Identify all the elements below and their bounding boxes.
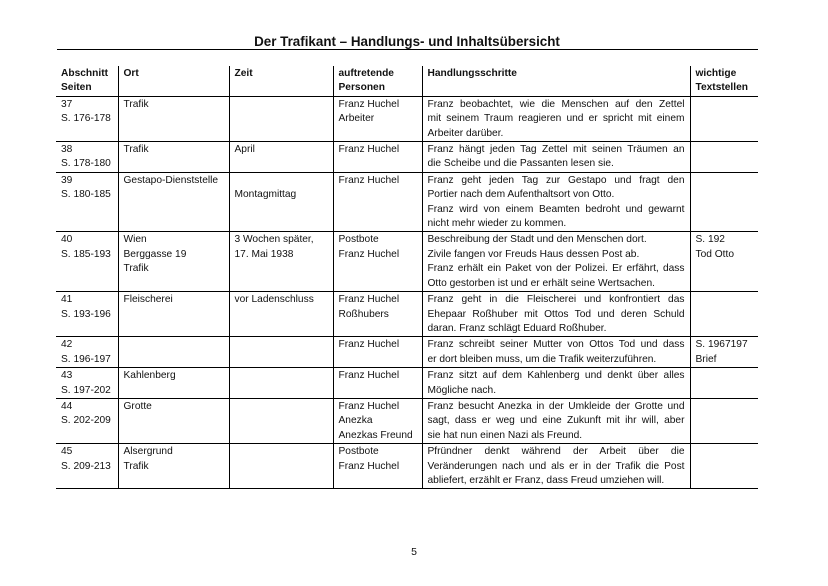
- zeit-cell: [229, 398, 333, 443]
- cell-line: Franz Huchel: [338, 144, 400, 156]
- zeit-cell: [229, 368, 333, 399]
- personen-cell: [333, 444, 422, 489]
- table-row: [56, 292, 758, 337]
- cell-line: sagt, dass er weg und eine Zukunft mit ihr will, aber: [427, 415, 685, 427]
- cell-line: S. 196-197: [61, 353, 111, 365]
- header-line: Textstellen: [695, 82, 748, 94]
- cell-line: S. 193-196: [61, 308, 111, 320]
- cell-line: 45: [61, 446, 73, 458]
- handlung-cell: [422, 444, 690, 489]
- cell-line: Fleischerei: [123, 294, 173, 306]
- handlung-cell: [422, 96, 690, 141]
- cell-line: Franz Huchel: [338, 174, 400, 186]
- cell-line: Franz sitzt auf dem Kahlenberg und denkt über alles: [427, 370, 685, 382]
- header-row: [56, 66, 758, 96]
- table-row: [56, 142, 758, 173]
- personen-cell: [333, 172, 422, 232]
- cell-line: S. 209-213: [61, 460, 111, 472]
- table-row: [56, 368, 758, 399]
- abschnitt-cell: [56, 368, 118, 399]
- table-row: [56, 398, 758, 443]
- cell-line: Postbote: [338, 446, 379, 458]
- personen-cell: [333, 398, 422, 443]
- document-title: Der Trafikant – Handlungs- und Inhaltsübersicht: [254, 34, 560, 49]
- cell-line: Kahlenberg: [123, 370, 176, 382]
- cell-line: Anezka: [338, 415, 373, 427]
- cell-line: 17. Mai 1938: [234, 248, 294, 260]
- zeit-cell: [229, 142, 333, 173]
- cell-line: Postbote: [338, 234, 379, 246]
- textstellen-cell: [690, 444, 758, 489]
- ort-cell: [118, 292, 229, 337]
- cell-line: April: [234, 144, 255, 156]
- textstellen-cell: [690, 337, 758, 368]
- cell-line: Mögliche nach.: [427, 384, 497, 396]
- cell-line: Gestapo-Dienststelle: [123, 174, 219, 186]
- cell-line: Anezkas Freund: [338, 429, 413, 441]
- ort-cell: [118, 232, 229, 292]
- abschnitt-cell: [56, 172, 118, 232]
- cell-line: Franz Huchel: [338, 294, 400, 306]
- cell-line: 44: [61, 400, 73, 412]
- cell-line: S. 192: [695, 234, 725, 246]
- cell-line: Arbeiter: [338, 113, 375, 125]
- textstellen-cell: [690, 232, 758, 292]
- header-line: Handlungsschritte: [427, 68, 517, 79]
- handlung-cell: [422, 142, 690, 173]
- zeit-cell: [229, 444, 333, 489]
- header-line: Zeit: [234, 68, 253, 79]
- cell-line: nicht mehr wieder zu kommen.: [427, 218, 567, 230]
- zeit-cell: [229, 172, 333, 232]
- cell-line: Veränderungen nach und als er in der Trafik die Post: [427, 460, 685, 472]
- cell-line: Franz besucht Anezka in der Umkleide der Grotte und: [427, 400, 685, 412]
- cell-line: 3 Wochen später,: [234, 234, 314, 246]
- abschnitt-cell: [56, 96, 118, 141]
- zeit-cell: [229, 337, 333, 368]
- cell-line: 40: [61, 234, 73, 246]
- table-row: [56, 96, 758, 141]
- cell-line: Franz beobachtet, wie die Menschen auf den Zettel: [427, 98, 685, 110]
- cell-line: Ehepaar Roßhuber mit Ottos Tod und deren Schuld: [427, 308, 685, 320]
- cell-line: daran. Franz schlägt Eduard Roßhuber.: [427, 322, 607, 334]
- cell-line: Trafik: [123, 460, 149, 472]
- cell-line: S. 178-180: [61, 158, 111, 170]
- cell-line: Franz Huchel: [338, 460, 400, 472]
- personen-cell: [333, 142, 422, 173]
- cell-line: Franz Huchel: [338, 339, 400, 351]
- header-line: Ort: [123, 68, 139, 79]
- cell-line: sie hat nun einen Nazi als Freund.: [427, 429, 583, 441]
- cell-line: Franz Huchel: [338, 248, 400, 260]
- cell-line: Alsergrund: [123, 446, 173, 458]
- textstellen-cell: [690, 172, 758, 232]
- abschnitt-cell: [56, 142, 118, 173]
- cell-line: abliefert, erzählt er Franz, dass Freud umziehen will.: [427, 474, 665, 486]
- textstellen-cell: [690, 368, 758, 399]
- header-personen: [333, 66, 422, 96]
- personen-cell: [333, 337, 422, 368]
- cell-line: S. 202-209: [61, 415, 111, 427]
- header-line: auftretende: [338, 68, 394, 79]
- zeit-cell: [229, 292, 333, 337]
- cell-line: Trafik: [123, 263, 149, 275]
- textstellen-cell: [690, 96, 758, 141]
- cell-line: Trafik: [123, 98, 149, 110]
- handlung-cell: [422, 292, 690, 337]
- cell-line: Franz hängt jeden Tag Zettel mit seinen Träumen an: [427, 144, 685, 156]
- cell-line: [235, 174, 328, 188]
- cell-line: Wien: [123, 234, 147, 246]
- textstellen-cell: [690, 142, 758, 173]
- cell-line: 38: [61, 144, 73, 156]
- handlung-cell: [422, 337, 690, 368]
- zeit-cell: [229, 232, 333, 292]
- page-number: 5: [411, 546, 417, 558]
- cell-line: Zivile fangen vor Freuds Haus dessen Post ab.: [427, 248, 640, 260]
- table-row: [56, 337, 758, 368]
- handlung-cell: [422, 398, 690, 443]
- personen-cell: [333, 96, 422, 141]
- personen-cell: [333, 232, 422, 292]
- cell-line: S. 1967197: [695, 339, 748, 351]
- ort-cell: [118, 96, 229, 141]
- cell-line: 37: [61, 98, 73, 110]
- textstellen-cell: [690, 292, 758, 337]
- table-body: [56, 96, 758, 489]
- handlung-cell: [422, 368, 690, 399]
- cell-line: Pfründner denkt während der Arbeit über die: [427, 446, 685, 458]
- table-row: [56, 172, 758, 232]
- cell-line: S. 180-185: [61, 189, 111, 201]
- cell-line: Roßhubers: [338, 308, 389, 320]
- cell-line: Arbeiter darüber.: [427, 127, 504, 139]
- ort-cell: [118, 172, 229, 232]
- cell-line: Franz Huchel: [338, 98, 400, 110]
- cell-line: Franz geht in die Fleischerei und konfrontiert das: [427, 294, 685, 306]
- cell-line: Berggasse 19: [123, 248, 187, 260]
- cell-line: mit seinem Traum reagieren und er spricht mit einem: [427, 113, 685, 125]
- cell-line: er dort bleiben muss, um die Trafik weiterzuführen.: [427, 353, 657, 365]
- header-abschnitt: [56, 66, 118, 96]
- cell-line: die Scheibe und die Passanten lesen sie.: [427, 158, 614, 170]
- ort-cell: [118, 444, 229, 489]
- cell-line: 39: [61, 174, 73, 186]
- header-line: Seiten: [61, 82, 92, 94]
- cell-line: Grotte: [123, 400, 152, 412]
- cell-line: 43: [61, 370, 73, 382]
- personen-cell: [333, 368, 422, 399]
- title-underline: [57, 49, 758, 50]
- cell-line: Beschreibung der Stadt und den Menschen dort.: [427, 234, 647, 246]
- ort-cell: [118, 142, 229, 173]
- header-ort: [118, 66, 229, 96]
- cell-line: S. 185-193: [61, 248, 111, 260]
- cell-line: Franz erhält ein Paket von der Polizei. Er erfährt, dass: [427, 263, 685, 275]
- handlung-cell: [422, 232, 690, 292]
- header-line: wichtige: [695, 68, 737, 79]
- cell-line: S. 176-178: [61, 113, 111, 125]
- cell-line: vor Ladenschluss: [234, 294, 314, 306]
- ort-cell: [118, 337, 229, 368]
- header-handlung: [422, 66, 690, 96]
- textstellen-cell: [690, 398, 758, 443]
- personen-cell: [333, 292, 422, 337]
- ort-cell: [118, 368, 229, 399]
- cell-line: Franz Huchel: [338, 400, 400, 412]
- cell-line: Trafik: [123, 144, 149, 156]
- cell-line: Franz wird von einem Beamten bedroht und gewarnt: [427, 203, 685, 215]
- abschnitt-cell: [56, 444, 118, 489]
- abschnitt-cell: [56, 292, 118, 337]
- cell-line: Otto gestorben ist und er erhält seine Wertsachen.: [427, 277, 655, 289]
- cell-line: S. 197-202: [61, 384, 111, 396]
- handlung-cell: [422, 172, 690, 232]
- table-row: [56, 444, 758, 489]
- cell-line: Portier nach dem Aufenthaltsort von Otto.: [427, 189, 615, 201]
- cell-line: Tod Otto: [695, 248, 735, 260]
- cell-line: Franz geht jeden Tag zur Gestapo und fragt den: [427, 174, 685, 186]
- zeit-cell: [229, 96, 333, 141]
- abschnitt-cell: [56, 398, 118, 443]
- abschnitt-cell: [56, 337, 118, 368]
- cell-line: Brief: [695, 353, 717, 365]
- ort-cell: [118, 398, 229, 443]
- abschnitt-cell: [56, 232, 118, 292]
- cell-line: Franz schreibt seiner Mutter von Ottos Tod und dass: [427, 339, 685, 351]
- table-row: [56, 232, 758, 292]
- cell-line: Montagmittag: [234, 189, 297, 201]
- cell-line: 42: [61, 339, 73, 351]
- header-textstellen: [690, 66, 758, 96]
- header-line: Abschnitt: [61, 68, 108, 79]
- header-line: Personen: [338, 82, 385, 94]
- cell-line: Franz Huchel: [338, 370, 400, 382]
- overview-table: [56, 66, 758, 489]
- cell-line: 41: [61, 294, 73, 306]
- header-zeit: [229, 66, 333, 96]
